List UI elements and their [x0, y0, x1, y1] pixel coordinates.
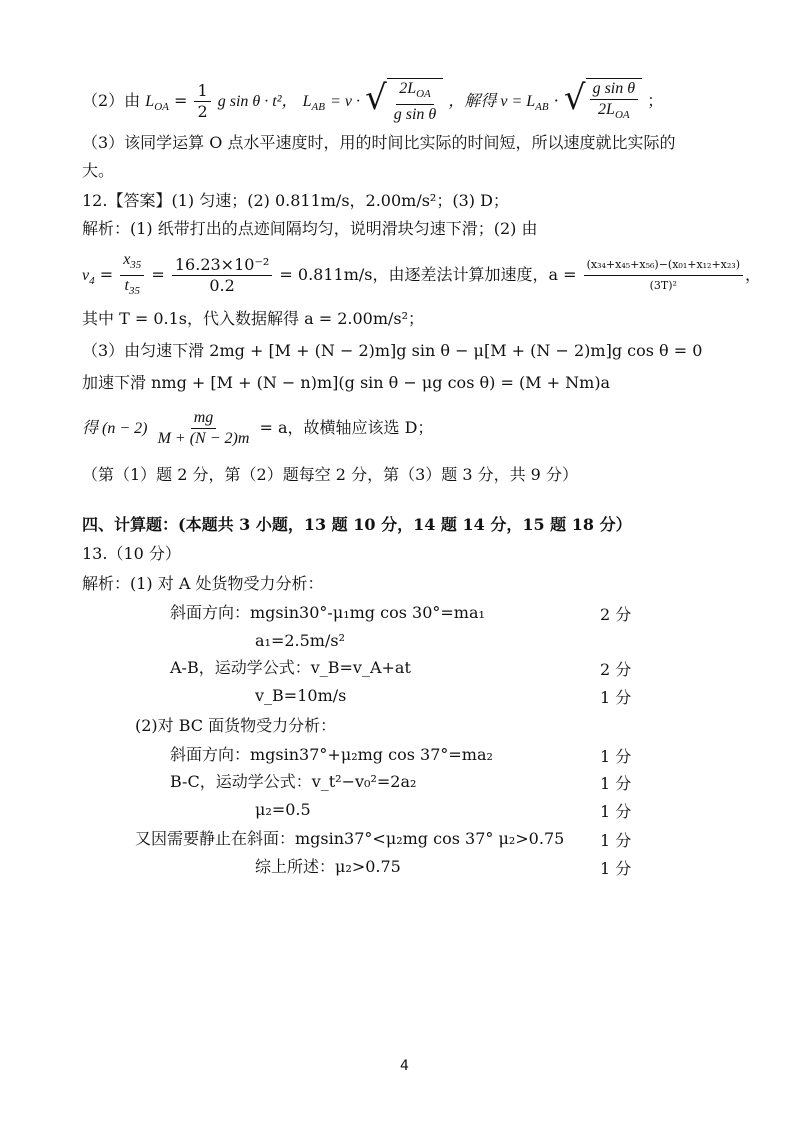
score-note: （第（1）题 2 分，第（2）题每空 2 分，第（3）题 3 分，共 9 分） — [82, 465, 578, 484]
text-line: 解析：(1) 纸带打出的点迹间隔均匀，说明滑块匀速下滑；(2) 由 — [82, 219, 538, 238]
text: ，解得 v = L — [448, 93, 536, 111]
var: L — [302, 93, 312, 111]
answer-line: 12.【答案】(1) 匀速；(2) 0.811m/s，2.00m/s²；(3) D； — [82, 191, 509, 210]
text-line: 其中 T = 0.1s，代入数据解得 a = 2.00m/s²； — [82, 309, 425, 328]
text-line: （3）该同学运算 O 点水平速度时，用的时间比实际的时间短，所以速度就比实际的 — [82, 133, 676, 152]
formula-line-2: （2）由 $L_{OA}$ = $\frac{1}{2}$ g sin θ · t²， $L_{AB} = v$ · √ $\frac{2L_{OA}}{\text{g sin θ}}$ ，解得 $v = L_{AB}$ · √ $\frac{\text{g sin θ}}{2L_{OA}}$ ； — [82, 78, 664, 124]
formula-line: a₁=2.5m/s² — [255, 631, 345, 650]
sqrt-1: √ $\frac{2L_{OA}}{\text{g sin θ}}$ — [365, 78, 443, 125]
formula-line: μ₂=0.5 — [255, 800, 311, 819]
formula-line: 斜面方向：mgsin30°-μ₁mg cos 30°=ma₁ — [170, 603, 485, 622]
formula-line: A-B，运动学公式：v_B=v_A+at — [170, 658, 411, 677]
var: L — [145, 93, 155, 111]
section-heading: 四、计算题：(本题共 3 小题，13 题 10 分，14 题 14 分，15 题 18 分） — [82, 515, 632, 534]
score: 1 分 — [600, 831, 632, 850]
score: 2 分 — [600, 605, 632, 624]
sqrt-2: √ $\frac{\text{g sin θ}}{2L_{OA}}$ — [564, 78, 642, 125]
formula-line-v4: $v_4$ = $\frac{x_{35}}{t_{35}}$ = $\frac{\text{16.23×10⁻²}}{0.2}$ = 0.811m/s，由逐差法计算加速度，a = $\frac{\text{(x₃₄+x₄₅+x₅₆)−(x₀₁+x₁₂+x₂₃)}}{\text{(3T)²}}$ ， — [82, 251, 762, 298]
score: 2 分 — [600, 660, 632, 679]
score: 1 分 — [600, 774, 632, 793]
formula-line: 得 (n − 2) $\frac{mg}{M + (N - 2)m}$ = a，故横轴应该选 D； — [82, 409, 434, 447]
text-line: 大。 — [82, 161, 115, 180]
formula-line: v_B=10m/s — [255, 686, 347, 705]
score: 1 分 — [600, 802, 632, 821]
score: 1 分 — [600, 859, 632, 878]
formula-line: 综上所述：μ₂>0.75 — [255, 857, 401, 876]
formula-line: （3）由匀速下滑 2mg + [M + (N − 2)m]g sin θ − μ[M + (N − 2)m]g cos θ = 0 — [82, 341, 703, 360]
dot: · — [553, 91, 559, 111]
fraction-half: $\frac{1}{2}$ — [194, 81, 210, 122]
text-line: (2)对 BC 面货物受力分析： — [135, 716, 337, 735]
formula-line: B-C，运动学公式：v_t²−v₀²=2a₂ — [170, 772, 417, 791]
text: （2）由 — [82, 91, 141, 111]
text-line: 解析：(1) 对 A 处货物受力分析： — [82, 574, 324, 593]
text: g sin θ · t²， — [217, 93, 298, 111]
formula-line: 斜面方向：mgsin37°+μ₂mg cos 37°=ma₂ — [170, 745, 493, 764]
text: ； — [647, 91, 664, 111]
formula-line: 加速下滑 nmg + [M + (N − n)m](g sin θ − μg cos θ) = (M + Nm)a — [82, 373, 611, 392]
question-number: 13.（10 分） — [82, 544, 181, 563]
score: 1 分 — [600, 747, 632, 766]
eq: = — [173, 91, 188, 111]
text: = v · — [330, 93, 360, 111]
score: 1 分 — [600, 688, 632, 707]
page-number: 4 — [400, 1058, 409, 1074]
formula-line: 又因需要静止在斜面：mgsin37°<μ₂mg cos 37° μ₂>0.75 — [135, 829, 565, 848]
